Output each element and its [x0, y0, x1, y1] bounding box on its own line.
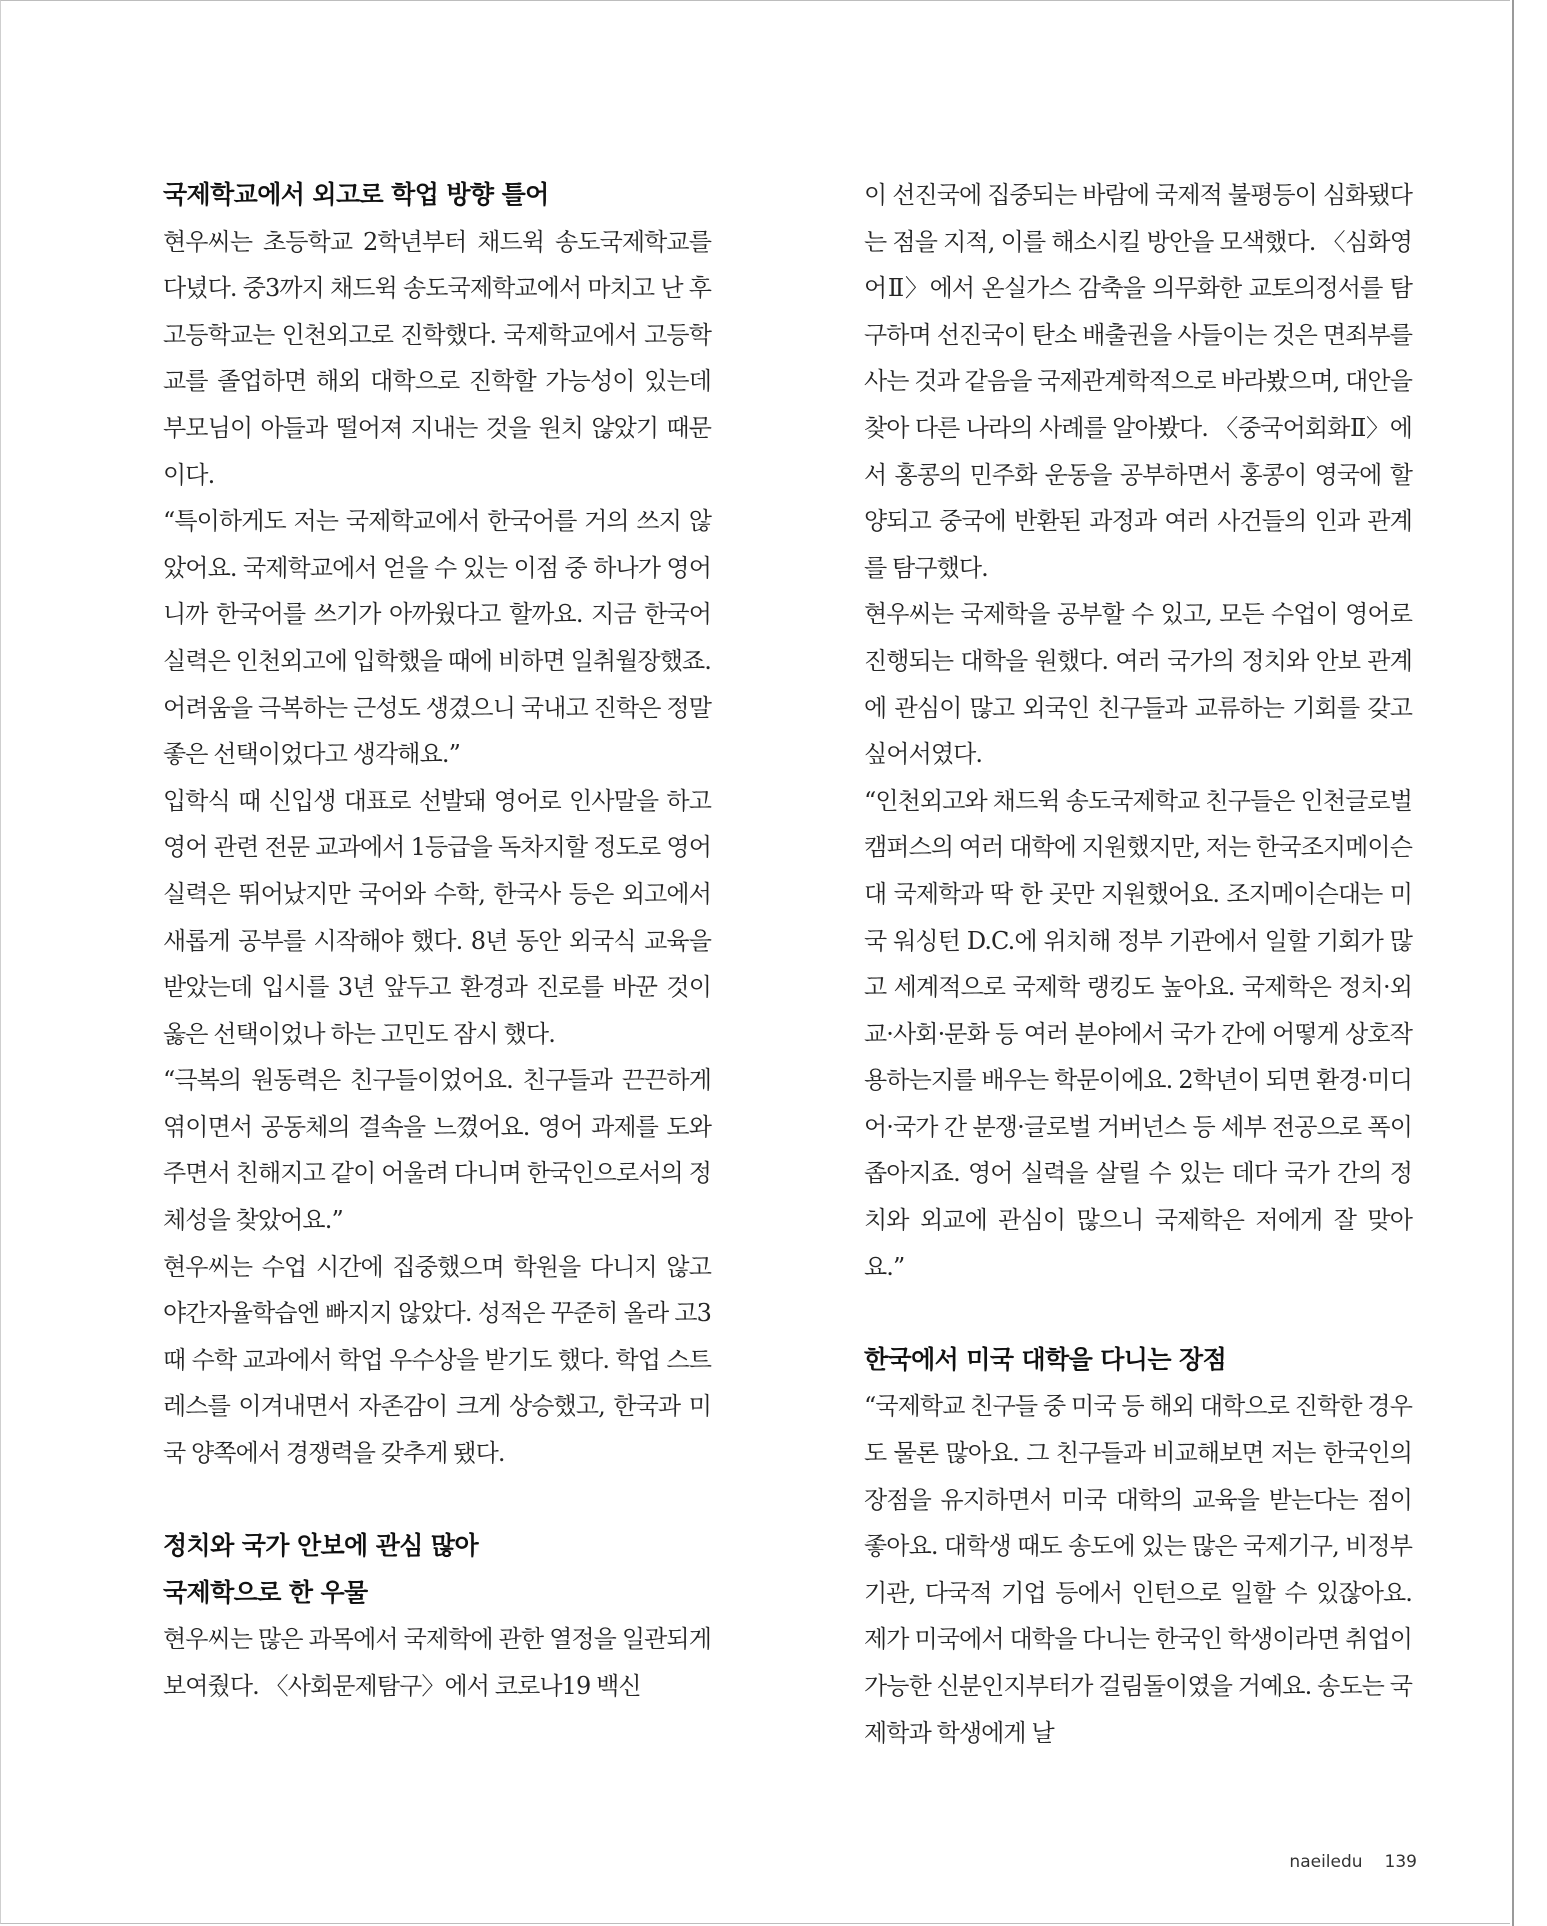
page-footer	[1267, 1852, 1417, 1872]
magazine-name: naeiledu	[1289, 1852, 1363, 1872]
paragraph-quote: “국제학교 친구들 중 미국 등 해외 대학으로 진학한 경우도 물론 많아요. 그 친구들과 비교해보면 저는 한국인의 장점을 유지하면서 미국 대학의 교육을 받는다는 점이 좋아요. 대학생 때도 송도에 있는 많은 국제기구, 비정부 기관, 다국적 기업 등에서 인턴으로 일할 수 있잖아요. 제가 미국에서 대학을 다니는 한국인 학생이라면 취업이 가능한 신분인지부터가 걸림돌이였을 거예요. 송도는 국제학과 학생에게 날	[864, 1392, 1412, 1747]
paragraph: 이 선진국에 집중되는 바람에 국제적 불평등이 심화됐다는 점을 지적, 이를 해소시킬 방안을 모색했다. 〈심화영어Ⅱ〉에서 온실가스 감축을 의무화한 교토의정서를 탐구하며 선진국이 탄소 배출권을 사들이는 것은 면죄부를 사는 것과 같음을 국제관계학적으로 바라봤으며, 대안을 찾아 다른 나라의 사례를 알아봤다. 〈중국어회화Ⅱ〉에서 홍콩의 민주화 운동을 공부하면서 홍콩이 영국에 할양되고 중국에 반환된 과정과 여러 사건들의 인과 관계를 탐구했다.	[864, 181, 1412, 582]
left-column	[163, 172, 711, 1710]
paragraph-quote: “인천외고와 채드윅 송도국제학교 친구들은 인천글로벌캠퍼스의 여러 대학에 지원했지만, 저는 한국조지메이슨대 국제학과 딱 한 곳만 지원했어요. 조지메이슨대는 미국 워싱턴 D.C.에 위치해 정부 기관에서 일할 기회가 많고 세계적으로 국제학 랭킹도 높아요. 국제학은 정치·외교·사회·문화 등 여러 분야에서 국가 간에 어떻게 상호작용하는지를 배우는 학문이에요. 2학년이 되면 환경·미디어·국가 간 분쟁·글로벌 거버넌스 등 세부 전공으로 폭이 좁아지죠. 영어 실력을 살릴 수 있는 데다 국가 간의 정치와 외교에 관심이 많으니 국제학은 저에게 잘 맞아요.”	[864, 786, 1412, 1281]
paragraph: 현우씨는 수업 시간에 집중했으며 학원을 다니지 않고 야간자율학습엔 빠지지 않았다. 성적은 꾸준히 올라 고3 때 수학 교과에서 학업 우수상을 받기도 했다. 학업 스트레스를 이겨내면서 자존감이 크게 상승했고, 한국과 미국 양쪽에서 경쟁력을 갖추게 됐다.	[163, 1252, 711, 1468]
section-spacer	[163, 1477, 711, 1524]
right-column	[864, 172, 1412, 1756]
section-heading-2-line2: 국제학으로 한 우물	[163, 1577, 368, 1607]
paragraph: 현우씨는 초등학교 2학년부터 채드윅 송도국제학교를 다녔다. 중3까지 채드윅 송도국제학교에서 마치고 난 후 고등학교는 인천외고로 진학했다. 국제학교에서 고등학교를 졸업하면 해외 대학으로 진학할 가능성이 있는데 부모님이 아들과 떨어져 지내는 것을 원치 않았기 때문이다.	[163, 227, 711, 489]
section-heading-2-line1: 정치와 국가 안보에 관심 많아	[163, 1531, 479, 1561]
section-heading-3: 한국에서 미국 대학을 다니는 장점	[864, 1344, 1227, 1374]
page-number: 139	[1384, 1852, 1417, 1872]
paragraph: 현우씨는 많은 과목에서 국제학에 관한 열정을 일관되게 보여줬다. 〈사회문제탐구〉에서 코로나19 백신	[163, 1625, 711, 1700]
paragraph-quote: “특이하게도 저는 국제학교에서 한국어를 거의 쓰지 않았어요. 국제학교에서 얻을 수 있는 이점 중 하나가 영어니까 한국어를 쓰기가 아까웠다고 할까요. 지금 한국어 실력은 인천외고에 입학했을 때에 비하면 일취월장했죠. 어려움을 극복하는 근성도 생겼으니 국내고 진학은 정말 좋은 선택이었다고 생각해요.”	[163, 507, 711, 769]
page-edge	[1512, 0, 1514, 1926]
section-heading-1: 국제학교에서 외고로 학업 방향 틀어	[163, 180, 549, 209]
paragraph: 입학식 때 신입생 대표로 선발돼 영어로 인사말을 하고 영어 관련 전문 교과에서 1등급을 독차지할 정도로 영어 실력은 뛰어났지만 국어와 수학, 한국사 등은 외고에서 새롭게 공부를 시작해야 했다. 8년 동안 외국식 교육을 받았는데 입시를 3년 앞두고 환경과 진로를 바꾼 것이 옳은 선택이었나 하는 고민도 잠시 했다.	[163, 786, 711, 1048]
paragraph-quote: “극복의 원동력은 친구들이었어요. 친구들과 끈끈하게 엮이면서 공동체의 결속을 느꼈어요. 영어 과제를 도와주면서 친해지고 같이 어울려 다니며 한국인으로서의 정체성을 찾았어요.”	[163, 1066, 711, 1235]
paragraph: 현우씨는 국제학을 공부할 수 있고, 모든 수업이 영어로 진행되는 대학을 원했다. 여러 국가의 정치와 안보 관계에 관심이 많고 외국인 친구들과 교류하는 기회를 갖고 싶어서였다.	[864, 600, 1412, 769]
section-spacer	[864, 1290, 1412, 1337]
